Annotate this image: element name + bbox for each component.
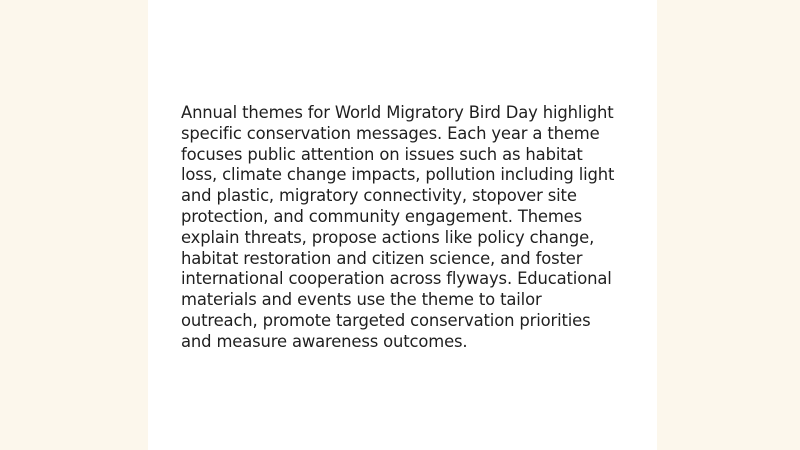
paragraph-line: loss, climate change impacts, pollution including light [181,165,615,185]
paragraph-line: habitat restoration and citizen science, and foster [181,248,583,268]
paragraph-line: materials and events use the theme to tailor [181,290,542,310]
paragraph-line: international cooperation across flyways. Educational [181,269,612,289]
paragraph-line: and plastic, migratory connectivity, stopover site [181,186,577,206]
paragraph-line: and measure awareness outcomes. [181,331,468,351]
paragraph-line: specific conservation messages. Each year a theme [181,123,600,143]
paragraph-line: Annual themes for World Migratory Bird Day highlight [181,103,614,122]
paragraph-line: outreach, promote targeted conservation priorities [181,310,591,330]
paragraph-line: explain threats, propose actions like policy change, [181,227,595,247]
paragraph-line: protection, and community engagement. Themes [181,206,583,226]
document-page [148,0,657,450]
body-paragraph [181,103,643,353]
paragraph-line: focuses public attention on issues such as habitat [181,144,583,164]
